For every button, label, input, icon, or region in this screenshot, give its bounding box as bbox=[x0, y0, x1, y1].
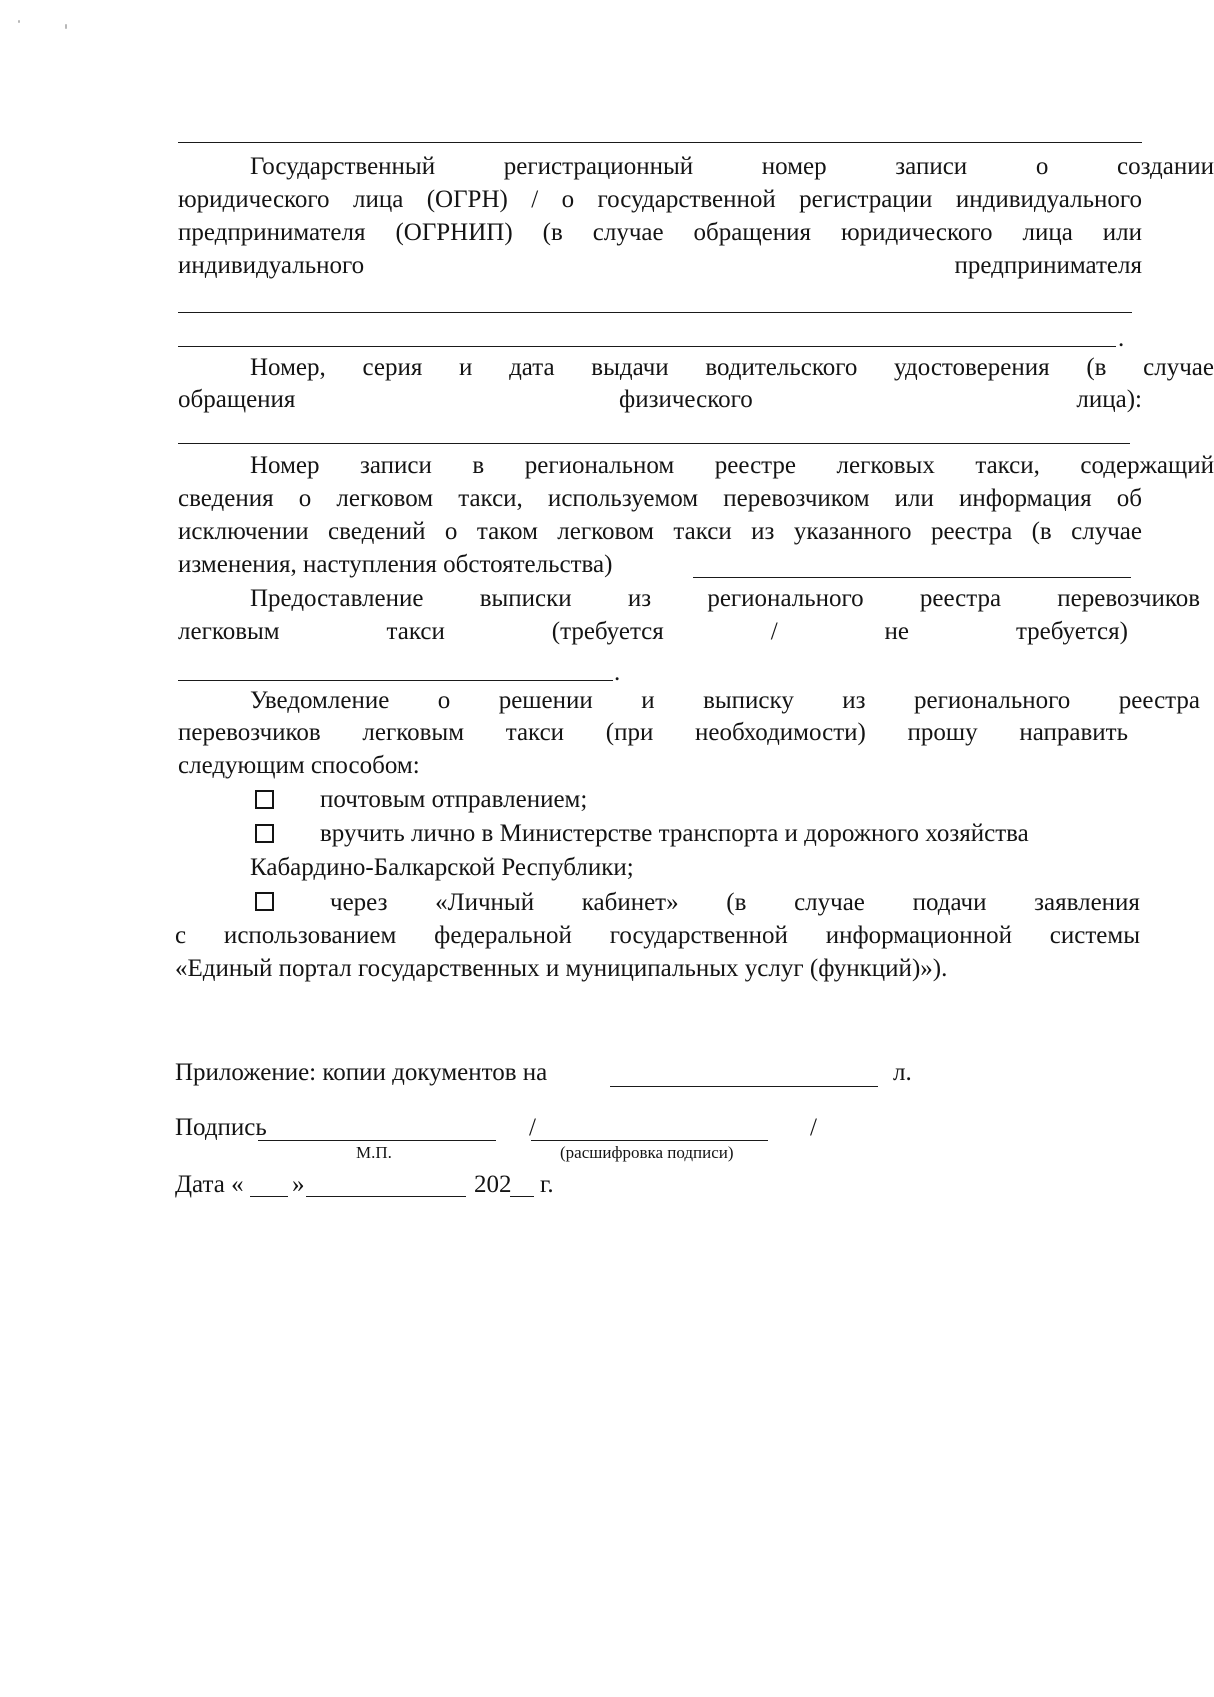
cabinet-word: кабинет» bbox=[581, 889, 679, 916]
extract-period: . bbox=[614, 659, 621, 686]
option-cabinet-line-1 bbox=[330, 886, 1140, 919]
signature-slash-2: / bbox=[810, 1114, 817, 1141]
ogrn-fill-line-1 bbox=[178, 312, 1132, 313]
registry-fill-line bbox=[693, 577, 1131, 578]
appendix-pages-field[interactable] bbox=[610, 1086, 878, 1087]
scan-speck bbox=[65, 24, 67, 29]
date-year-field[interactable] bbox=[510, 1196, 534, 1197]
license-line-2 bbox=[178, 383, 1142, 416]
ogrn-line-4 bbox=[178, 249, 1142, 282]
ogrn-line-1 bbox=[178, 150, 1214, 183]
registry-line-2: сведения о легковом такси, используемом перевозчиком или информация об bbox=[178, 485, 1142, 512]
license-line-1: Номер, серия и дата выдачи водительского удостоверения (в случае bbox=[250, 354, 1214, 381]
appendix-label: Приложение: копии документов на bbox=[175, 1059, 548, 1086]
cabinet-word: «Личный bbox=[435, 889, 535, 916]
extract-word: требуется) bbox=[1015, 618, 1128, 645]
signature-decoding-caption: (расшифровка подписи) bbox=[560, 1143, 734, 1162]
option-in-person-line-1: вручить лично в Министерстве транспорта и дорожного хозяйства bbox=[320, 820, 1029, 847]
date-label: Дата « bbox=[175, 1171, 244, 1198]
extract-line-1: Предоставление выписки из регионального реестра перевозчиков bbox=[250, 585, 1200, 612]
ogrn-word: регистрационный bbox=[503, 153, 694, 180]
extract-line-2 bbox=[178, 615, 1128, 648]
license-fill-line bbox=[178, 443, 1130, 444]
appendix-suffix: л. bbox=[893, 1059, 912, 1086]
ogrn-line-3: предпринимателя (ОГРНИП) (в случае обращения юридического лица или bbox=[178, 219, 1142, 246]
ogrn-period: . bbox=[1118, 325, 1125, 352]
signature-field[interactable] bbox=[258, 1140, 496, 1141]
registry-line-3: исключении сведений о таком легковом такси из указанного реестра (в случае bbox=[178, 518, 1142, 545]
scan-speck bbox=[18, 20, 20, 23]
notification-line-1: Уведомление о решении и выписку из регионального реестра bbox=[250, 687, 1200, 714]
ogrn-word: номер bbox=[761, 153, 827, 180]
extract-word: (требуется bbox=[551, 618, 664, 645]
registry-line-4: изменения, наступления обстоятельства) bbox=[178, 551, 613, 578]
ogrn-line-2: юридического лица (ОГРН) / о государственной регистрации индивидуального bbox=[178, 186, 1142, 213]
extract-word: / bbox=[770, 618, 778, 645]
registry-line-1: Номер записи в региональном реестре легковых такси, содержащий bbox=[250, 452, 1214, 479]
ogrn-fill-line-2 bbox=[178, 346, 1116, 347]
top-rule bbox=[178, 142, 1142, 143]
cabinet-word: подачи bbox=[912, 889, 987, 916]
ogrn-word: о bbox=[1035, 153, 1049, 180]
extract-word: не bbox=[884, 618, 910, 645]
cabinet-checkbox[interactable] bbox=[255, 892, 274, 911]
signature-label: Подпись bbox=[175, 1114, 267, 1141]
notification-line-3: следующим способом: bbox=[178, 752, 420, 779]
mail-checkbox[interactable] bbox=[255, 790, 274, 809]
cabinet-word: (в bbox=[726, 889, 747, 916]
ogrn-word: записи bbox=[895, 153, 968, 180]
signature-decoding-field[interactable] bbox=[531, 1140, 768, 1141]
license-word: обращения bbox=[178, 386, 296, 413]
cabinet-word: через bbox=[330, 889, 388, 916]
extract-word: легковым bbox=[178, 618, 280, 645]
date-month-field[interactable] bbox=[306, 1196, 466, 1197]
option-in-person-line-2: Кабардино-Балкарской Республики; bbox=[250, 854, 634, 881]
option-mail-label: почтовым отправлением; bbox=[320, 786, 588, 813]
in-person-checkbox[interactable] bbox=[255, 824, 274, 843]
option-cabinet-line-2: с использованием федеральной государственной информационной системы bbox=[175, 922, 1140, 949]
ogrn-word-right: предпринимателя bbox=[954, 252, 1142, 279]
date-year-prefix: 202 bbox=[474, 1171, 512, 1198]
license-word: физического bbox=[619, 386, 753, 413]
ogrn-word-left: индивидуального bbox=[178, 252, 365, 279]
date-day-field[interactable] bbox=[250, 1196, 288, 1197]
extract-word: такси bbox=[386, 618, 445, 645]
signature-slash-1: / bbox=[529, 1114, 536, 1141]
ogrn-word: создании bbox=[1117, 153, 1214, 180]
date-year-suffix: г. bbox=[540, 1171, 554, 1198]
extract-fill-line bbox=[178, 680, 613, 681]
cabinet-word: случае bbox=[794, 889, 865, 916]
option-cabinet-line-3: «Единый портал государственных и муниципальных услуг (функций)»). bbox=[175, 955, 948, 982]
stamp-place-caption: М.П. bbox=[356, 1143, 392, 1162]
cabinet-word: заявления bbox=[1034, 889, 1140, 916]
ogrn-word: Государственный bbox=[250, 153, 436, 180]
license-word: лица): bbox=[1076, 386, 1142, 413]
date-quote-close: » bbox=[292, 1171, 305, 1198]
notification-line-2: перевозчиков легковым такси (при необходимости) прошу направить bbox=[178, 719, 1128, 746]
